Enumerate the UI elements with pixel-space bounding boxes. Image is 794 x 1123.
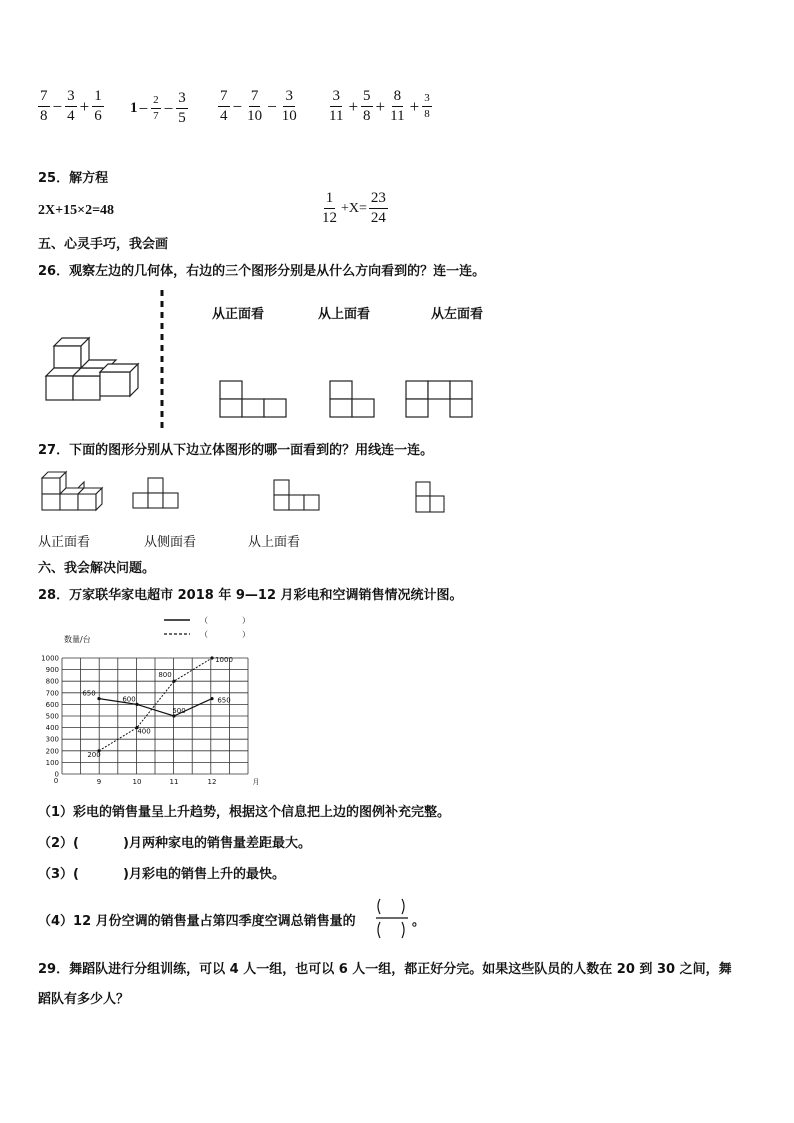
q28-sub4 [38, 910, 356, 929]
fraction: $\frac{3}{8}$ [424, 92, 430, 120]
data-label: 800 [158, 671, 172, 680]
data-label: 650 [82, 689, 96, 698]
left-view-shape [406, 381, 472, 417]
fraction: $\frac{2}{7}$ [153, 94, 159, 122]
x-axis-label: 月 [252, 778, 260, 786]
question-28-title: 28．万家联华家电超市 2018 年 9—12 月彩电和空调销售情况统计图。 [38, 588, 463, 603]
calc-expression-2 [130, 90, 190, 127]
data-label: 400 [137, 727, 151, 736]
solid-cubes-drawing-2 [42, 472, 102, 510]
operator: − [232, 96, 243, 116]
view-shape-a [133, 478, 178, 508]
question-25-title: 25．解方程 [38, 171, 109, 186]
question-29-line1: 29．舞蹈队进行分组训练，可以 4 人一组，也可以 6 人一组，都正好分完。如果这些队员的人数在 20 到 30 之间，舞 [38, 962, 732, 977]
y-tick-label: 1000 [41, 654, 59, 663]
legend-paren-open-2: （ [200, 630, 208, 639]
data-point [210, 656, 213, 659]
view-label-front: 从正面看 [212, 307, 265, 322]
data-point [172, 680, 175, 683]
x-tick-label: 12 [207, 778, 217, 786]
legend-paren-open-1: （ [200, 616, 208, 625]
operator: − [267, 96, 277, 116]
fraction: $\frac{3}{5}$ [178, 90, 186, 126]
fraction: $\frac{7}{4}$ [220, 88, 228, 124]
x-tick-label: 11 [169, 778, 179, 786]
question-27-title: 27．下面的图形分别从下边立体图形的哪一面看到的？用线连一连。 [38, 443, 434, 458]
section-5-heading: 五、心灵手巧，我会画 [38, 237, 169, 252]
y-tick-label: 600 [45, 700, 59, 709]
legend-paren-close-2: ） [242, 630, 250, 639]
q28-sub3 [38, 863, 285, 882]
question-27-figure [36, 466, 456, 522]
front-view-shape [220, 381, 286, 417]
fraction: $\frac{3}{10}$ [281, 88, 297, 124]
solid-cubes-drawing [46, 338, 138, 400]
sales-line-chart [36, 630, 276, 790]
operator: + [375, 96, 386, 116]
y-tick-label: 100 [45, 758, 59, 767]
y-tick-label: 900 [45, 666, 59, 675]
equation-2 [318, 190, 390, 227]
fraction: $\frac{5}{8}$ [363, 88, 371, 124]
data-label: 650 [217, 696, 231, 705]
view-label-top: 从上面看 [318, 307, 371, 322]
section-6-heading: 六、我会解决问题。 [38, 561, 156, 576]
fraction: $\frac{3}{4}$ [67, 88, 75, 124]
label-side-view: 从侧面看 [144, 535, 197, 550]
view-label-left: 从左面看 [431, 307, 484, 322]
data-point [135, 703, 138, 706]
q28-sub1: （1）彩电的销售量呈上升趋势，根据这个信息把上边的图例补充完整。 [38, 805, 451, 820]
question-26-title: 26．观察左边的几何体，右边的三个图形分别是从什么方向看到的？连一连。 [38, 264, 486, 279]
sub3-prefix: （3）( [38, 867, 79, 882]
q28-sub2 [38, 832, 311, 851]
operator: + [348, 96, 359, 116]
blank-fraction[interactable] [372, 896, 412, 942]
y-tick-label: 500 [45, 712, 59, 721]
data-point [97, 697, 100, 700]
y-tick-label: 300 [45, 735, 59, 744]
fraction: $\frac{1}{6}$ [94, 88, 102, 124]
calc-expression-1 [36, 88, 106, 125]
legend-paren-close-1: ） [242, 616, 250, 625]
fraction: $\frac{3}{11}$ [329, 88, 344, 124]
operator: − [163, 98, 174, 118]
view-shape-c [416, 482, 444, 512]
calc-expression-4 [325, 88, 434, 125]
fraction: $\frac{7}{10}$ [247, 88, 263, 124]
data-point [210, 697, 213, 700]
origin-label: 0 [53, 777, 59, 785]
sub3-suffix: )月彩电的销售上升的最快。 [123, 867, 285, 882]
fraction: $\frac{1}{12}$ [322, 190, 337, 226]
x-tick-label: 9 [96, 778, 102, 786]
fraction: $\frac{7}{8}$ [40, 88, 48, 124]
top-view-shape [330, 381, 374, 417]
data-label: 500 [172, 707, 186, 715]
y-tick-label: 200 [45, 747, 59, 756]
y-axis-label: 数量/台 [64, 635, 91, 644]
operator: − [52, 96, 63, 116]
label-front-view: 从正面看 [38, 535, 91, 550]
label-top-view: 从上面看 [248, 535, 301, 550]
operator: + [409, 96, 420, 116]
data-label: 1000 [215, 656, 233, 664]
series-line-solid [99, 699, 212, 716]
question-29-line2: 蹈队有多少人？ [38, 992, 130, 1007]
operator: − [138, 98, 149, 118]
y-tick-label: 700 [45, 689, 59, 698]
calc-expression-3 [216, 88, 301, 125]
sub4-end: 。 [412, 914, 426, 929]
number: 1 [130, 100, 138, 116]
fraction: $\frac{8}{11}$ [390, 88, 405, 124]
y-tick-label: 800 [45, 677, 59, 686]
operator: + [79, 96, 90, 116]
view-shape-b [274, 480, 319, 510]
equation-text: +X= [341, 200, 367, 216]
sub2-prefix: （2）( [38, 836, 79, 851]
sub2-suffix: )月两种家电的销售量差距最大。 [123, 836, 311, 851]
sub4-text: （4）12 月份空调的销售量占第四季度空调总销售量的 [38, 914, 356, 929]
y-tick-label: 0 [54, 770, 59, 779]
data-label: 600 [122, 695, 136, 704]
data-label: 200 [87, 750, 101, 759]
y-tick-label: 400 [45, 724, 59, 733]
x-tick-label: 10 [132, 778, 142, 786]
equation-1: 2X+15×2=48 [38, 203, 115, 218]
fraction: $\frac{23}{24}$ [370, 190, 386, 226]
